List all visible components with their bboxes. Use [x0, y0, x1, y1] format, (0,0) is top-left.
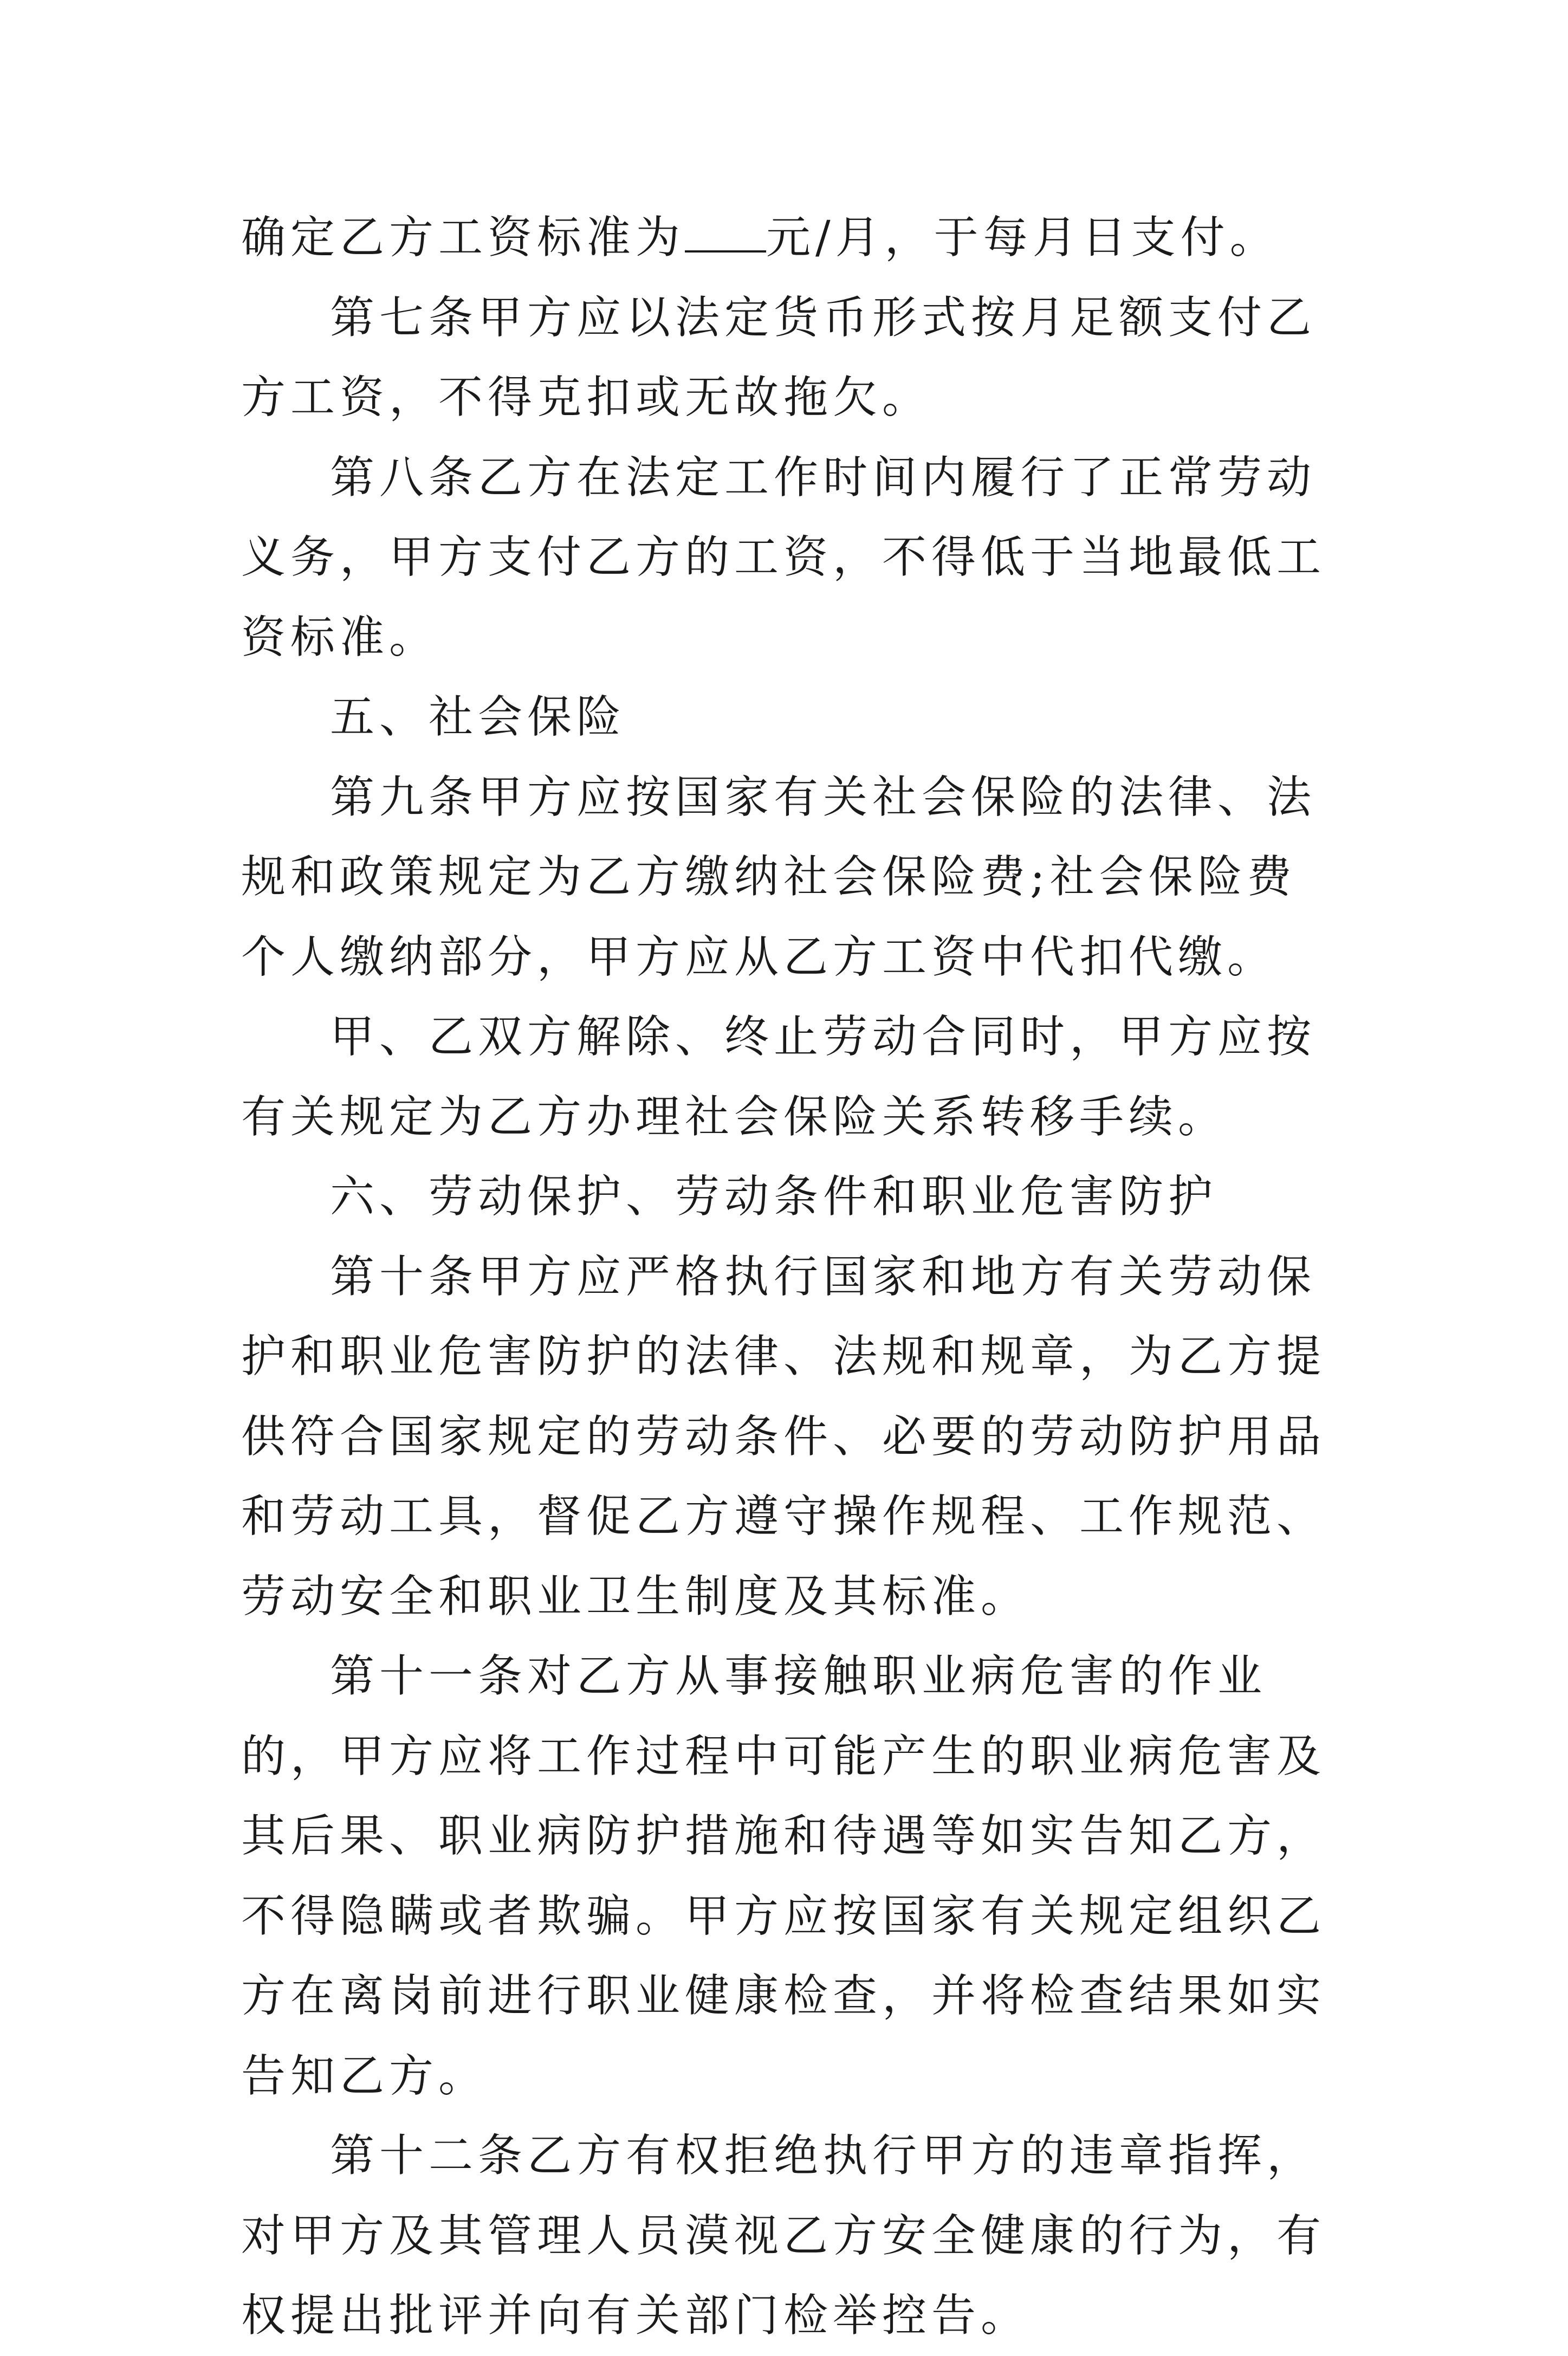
- article-10: 第十条甲方应严格执行国家和地方有关劳动保护和职业危害防护的法律、法规和规章，为乙方提供符合国家规定的劳动条件、必要的劳动防护用品和劳动工具，督促乙方遵守操作规程、工作规范、劳动安全和职业卫生制度及其标准。: [241, 1251, 1326, 1622]
- salary-amount-blank: [685, 215, 766, 253]
- article-9: 第九条甲方应按国家有关社会保险的法律、法规和政策规定为乙方缴纳社会保险费;社会保险费个人缴纳部分，甲方应从乙方工资中代扣代缴。: [241, 771, 1317, 983]
- salary-standard-text: 确定乙方工资标准为: [241, 212, 685, 263]
- article-11: 第十一条对乙方从事接触职业病危害的作业的，甲方应将工作过程中可能产生的职业病危害及其后果、职业病防护措施和待遇等如实告知乙方，不得隐瞒或者欺骗。甲方应按国家有关规定组织乙方在离岗前进行职业健康检查，并将检查结果如实告知乙方。: [241, 1651, 1326, 2102]
- article-12: 第十二条乙方有权拒绝执行甲方的违章指挥，对甲方及其管理人员漠视乙方安全健康的行为，有权提出批评并向有关部门检举控告。: [241, 2130, 1326, 2341]
- section-heading-social-insurance: 五、社会保险: [330, 691, 626, 743]
- section-heading-labor-protection: 六、劳动保护、劳动条件和职业危害防护: [330, 1171, 1218, 1222]
- salary-standard-line: [241, 198, 1333, 278]
- article-8: 第八条乙方在法定工作时间内履行了正常劳动义务，甲方支付乙方的工资，不得低于当地最低工资标准。: [241, 451, 1326, 663]
- salary-standard-suffix: 元/月，于每月日支付。: [766, 212, 1279, 263]
- article-9-paragraph-2: 甲、乙双方解除、终止劳动合同时，甲方应按有关规定为乙方办理社会保险关系转移手续。: [241, 1011, 1317, 1143]
- article-7: 第七条甲方应以法定货币形式按月足额支付乙方工资，不得克扣或无故拖欠。: [241, 292, 1317, 423]
- document-body: [241, 198, 1333, 2356]
